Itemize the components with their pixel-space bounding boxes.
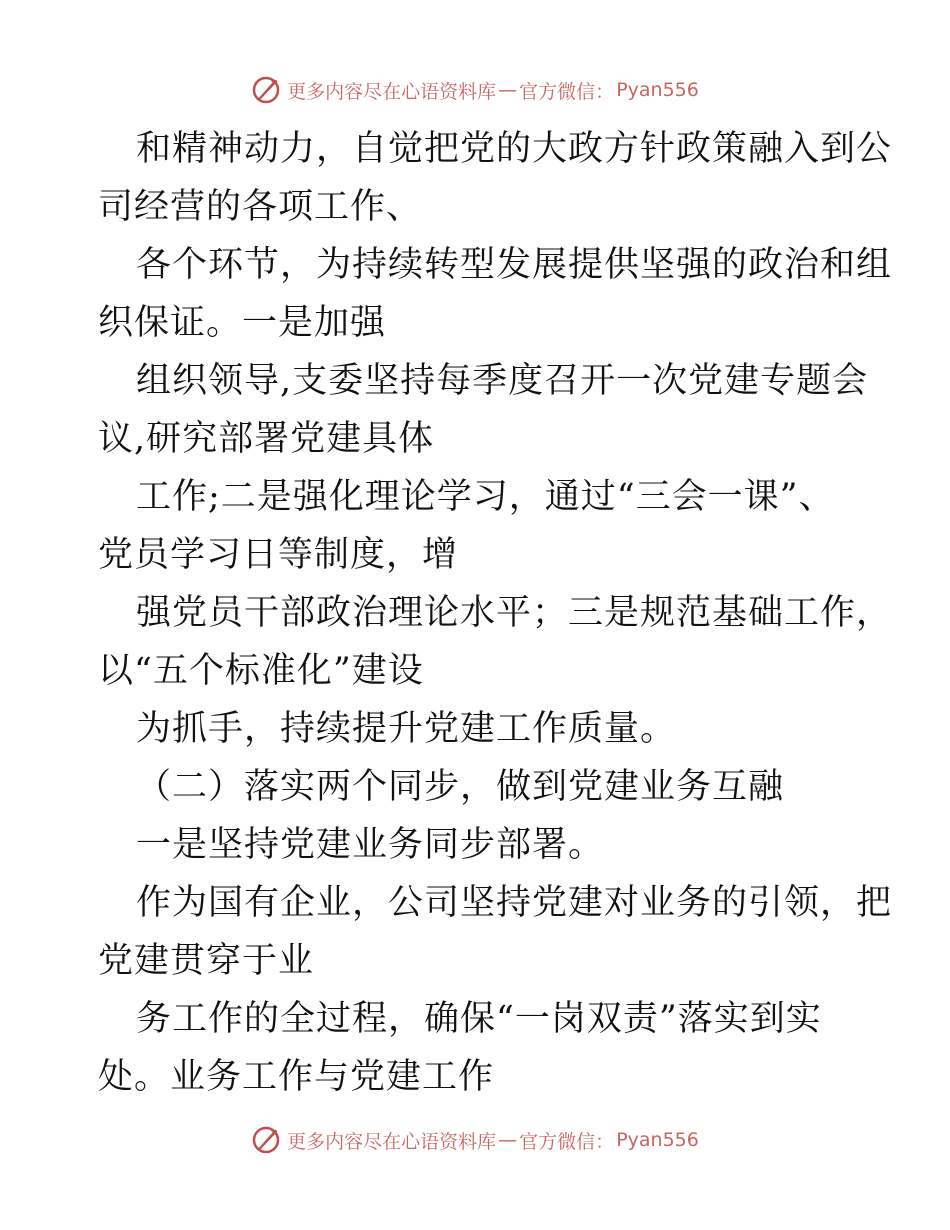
body-line: 议,研究部署党建具体 — [98, 419, 435, 459]
quill-pen-logo-icon — [251, 75, 281, 105]
banner-contact-label: 官方微信： — [519, 1130, 615, 1153]
body-line: 党员学习日等制度，增 — [98, 535, 459, 575]
section-heading: （二）落实两个同步，做到党建业务互融 — [136, 767, 785, 807]
body-line: 司经营的各项工作、 — [98, 187, 423, 227]
banner-contact-value: Pyan556 — [616, 1129, 699, 1151]
banner-contact-value: Pyan556 — [616, 79, 699, 101]
body-line: 以“五个标准化”建设 — [98, 651, 424, 691]
body-line: 各个环节，为持续转型发展提供坚强的政治和组 — [136, 245, 893, 285]
header-watermark-banner — [0, 70, 950, 110]
body-line: 处。业务工作与党建工作 — [98, 1057, 495, 1097]
banner-separator: — — [498, 1129, 518, 1151]
banner-separator: — — [498, 79, 518, 101]
quill-pen-logo-icon — [251, 1125, 281, 1155]
body-line: 党建贯穿于业 — [98, 941, 315, 981]
footer-watermark-banner — [0, 1120, 950, 1160]
body-line: 作为国有企业，公司坚持党建对业务的引领，把 — [136, 883, 893, 923]
body-line: 织保证。一是加强 — [98, 303, 387, 343]
body-line: 强党员干部政治理论水平；三是规范基础工作， — [136, 593, 893, 633]
body-line: 务工作的全过程，确保“一岗双责”落实到实 — [136, 999, 822, 1039]
body-line: 工作;二是强化理论学习，通过“三会一课”、 — [136, 477, 835, 517]
banner-title: 更多内容尽在心语资料库 — [287, 1130, 497, 1153]
body-line: 为抓手，持续提升党建工作质量。 — [136, 709, 677, 749]
body-line: 和精神动力，自觉把党的大政方针政策融入到公 — [136, 129, 893, 169]
banner-title: 更多内容尽在心语资料库 — [287, 80, 497, 103]
banner-contact-label: 官方微信： — [519, 80, 615, 103]
document-body — [98, 120, 893, 1106]
body-line: 组织领导,支委坚持每季度召开一次党建专题会 — [136, 361, 869, 401]
body-line: 一是坚持党建业务同步部署。 — [136, 825, 605, 865]
